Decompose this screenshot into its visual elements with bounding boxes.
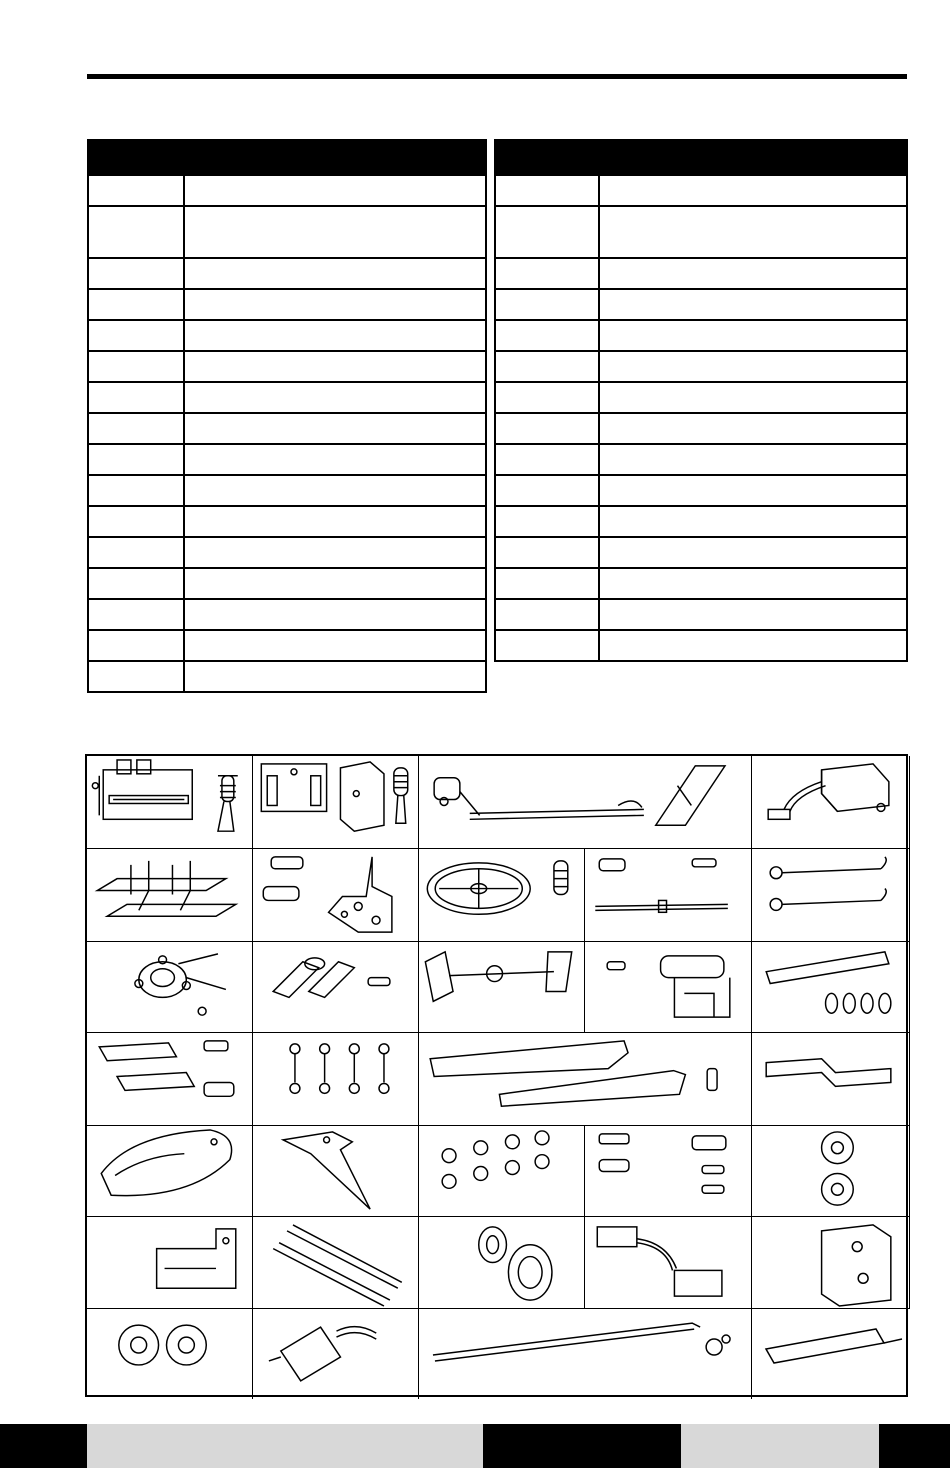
flybar-with-paddles-illustration [419,942,585,1033]
ball-links-set-illustration [253,1033,419,1126]
motor-with-leads-illustration [253,1309,419,1399]
gyro-mount-plates-illustration [253,756,419,849]
tail-boom-motor-with-rotor-illustration [419,756,752,849]
part-number-cell [88,630,184,661]
table-row [495,537,907,568]
table-row [495,289,907,320]
description-cell [184,206,486,258]
part-number-cell [495,382,599,413]
table-row [88,506,486,537]
description-cell [599,258,907,289]
tail-motor-mount-illustration [585,942,752,1033]
part-number-cell [88,289,184,320]
screws-assortment-illustration [585,1126,752,1217]
description-cell [184,351,486,382]
main-rotor-blades-illustration [419,1033,752,1126]
part-number-cell [495,289,599,320]
mount-plate-illustration [752,1217,910,1309]
description-cell [184,413,486,444]
table-row [88,351,486,382]
table-row [88,630,486,661]
table-row [88,661,486,692]
tail-rotor-blade-illustration [752,1033,910,1126]
part-number-cell [495,475,599,506]
vertical-fin-illustration [253,1126,419,1217]
table-row [88,206,486,258]
part-number-cell [88,320,184,351]
landing-gear-skids-illustration [87,849,253,942]
swashplate-assembly-illustration [87,942,253,1033]
table-row [88,175,486,206]
header-description [184,140,486,175]
bearings-set-illustration [419,1126,585,1217]
table-row [495,206,907,258]
table-row [495,475,907,506]
part-number-cell [88,506,184,537]
header-rule [87,74,907,79]
part-number-cell [88,661,184,692]
table-row [88,444,486,475]
description-cell [599,568,907,599]
parts-table-right [494,139,908,662]
description-cell [184,289,486,320]
part-number-cell [88,351,184,382]
description-cell [184,630,486,661]
description-cell [184,661,486,692]
description-cell [184,568,486,599]
table-row [88,568,486,599]
description-cell [184,506,486,537]
page-heading [87,90,907,120]
part-number-cell [495,568,599,599]
table-row [88,537,486,568]
main-frame-with-screws-illustration [253,849,419,942]
blade-grips-with-screws-illustration [87,1033,253,1126]
description-cell [184,599,486,630]
tail-boom-rods-illustration [253,1217,419,1309]
description-cell [599,320,907,351]
main-gear-with-screw-illustration [419,849,585,942]
table-row [495,444,907,475]
table-row [88,382,486,413]
description-cell [599,506,907,537]
table-header-row [495,140,907,175]
part-number-cell [495,413,599,444]
table-header-row [88,140,486,175]
table-row [495,630,907,661]
description-cell [184,258,486,289]
part-number-cell [495,599,599,630]
footer-center-block [483,1424,681,1468]
part-number-cell [88,258,184,289]
part-number-cell [88,444,184,475]
part-number-cell [88,382,184,413]
table-row [88,475,486,506]
table-row [495,351,907,382]
description-cell [599,206,907,258]
bearing-and-collar-illustration [419,1217,585,1309]
shaft-with-screws-illustration [585,849,752,942]
footer-gray-left [87,1424,483,1468]
description-cell [599,351,907,382]
washers-illustration [752,1126,910,1217]
description-cell [184,320,486,351]
part-number-cell [495,506,599,537]
part-number-cell [88,413,184,444]
table-row [88,320,486,351]
main-shaft-with-washers-illustration [752,942,910,1033]
part-number-cell [495,630,599,661]
ball-bearings-pair-illustration [87,1309,253,1399]
description-cell [599,175,907,206]
description-cell [599,630,907,661]
bracket-illustration [87,1217,253,1309]
part-number-cell [88,537,184,568]
description-cell [184,175,486,206]
table-row [495,413,907,444]
table-row [88,258,486,289]
table-row [88,413,486,444]
header-description [599,140,907,175]
pushrod-with-link-illustration [419,1309,752,1399]
table-row [495,382,907,413]
lipo-battery-stick-illustration [752,1309,910,1399]
description-cell [184,444,486,475]
part-number-cell [88,475,184,506]
table-row [495,258,907,289]
table-row [495,506,907,537]
footer-left-block [0,1424,87,1468]
table-row [88,289,486,320]
part-number-cell [88,206,184,258]
canopy-illustration [87,1126,253,1217]
footer-right-block [879,1424,950,1468]
part-number-cell [495,320,599,351]
description-cell [599,413,907,444]
part-number-cell [495,206,599,258]
description-cell [184,537,486,568]
servo-lead-connector-illustration [585,1217,752,1309]
battery-pack-with-lead-illustration [752,756,910,849]
part-number-cell [495,258,599,289]
description-cell [599,475,907,506]
parts-table-left [87,139,487,693]
table-row [88,599,486,630]
part-number-cell [495,175,599,206]
servo-with-screw-illustration [87,756,253,849]
description-cell [599,444,907,475]
parts-illustration-grid [85,754,908,1397]
table-row [495,599,907,630]
footer-gray-right [681,1424,879,1468]
description-cell [599,537,907,568]
part-number-cell [495,537,599,568]
part-number-cell [88,568,184,599]
table-row [495,320,907,351]
description-cell [599,289,907,320]
part-number-cell [495,351,599,382]
description-cell [184,382,486,413]
header-part-number [495,140,599,175]
description-cell [599,599,907,630]
part-number-cell [88,599,184,630]
table-row [495,568,907,599]
rotor-head-with-screw-illustration [253,942,419,1033]
part-number-cell [88,175,184,206]
linkage-rods-illustration [752,849,910,942]
header-part-number [88,140,184,175]
table-row [495,175,907,206]
description-cell [184,475,486,506]
part-number-cell [495,444,599,475]
description-cell [599,382,907,413]
